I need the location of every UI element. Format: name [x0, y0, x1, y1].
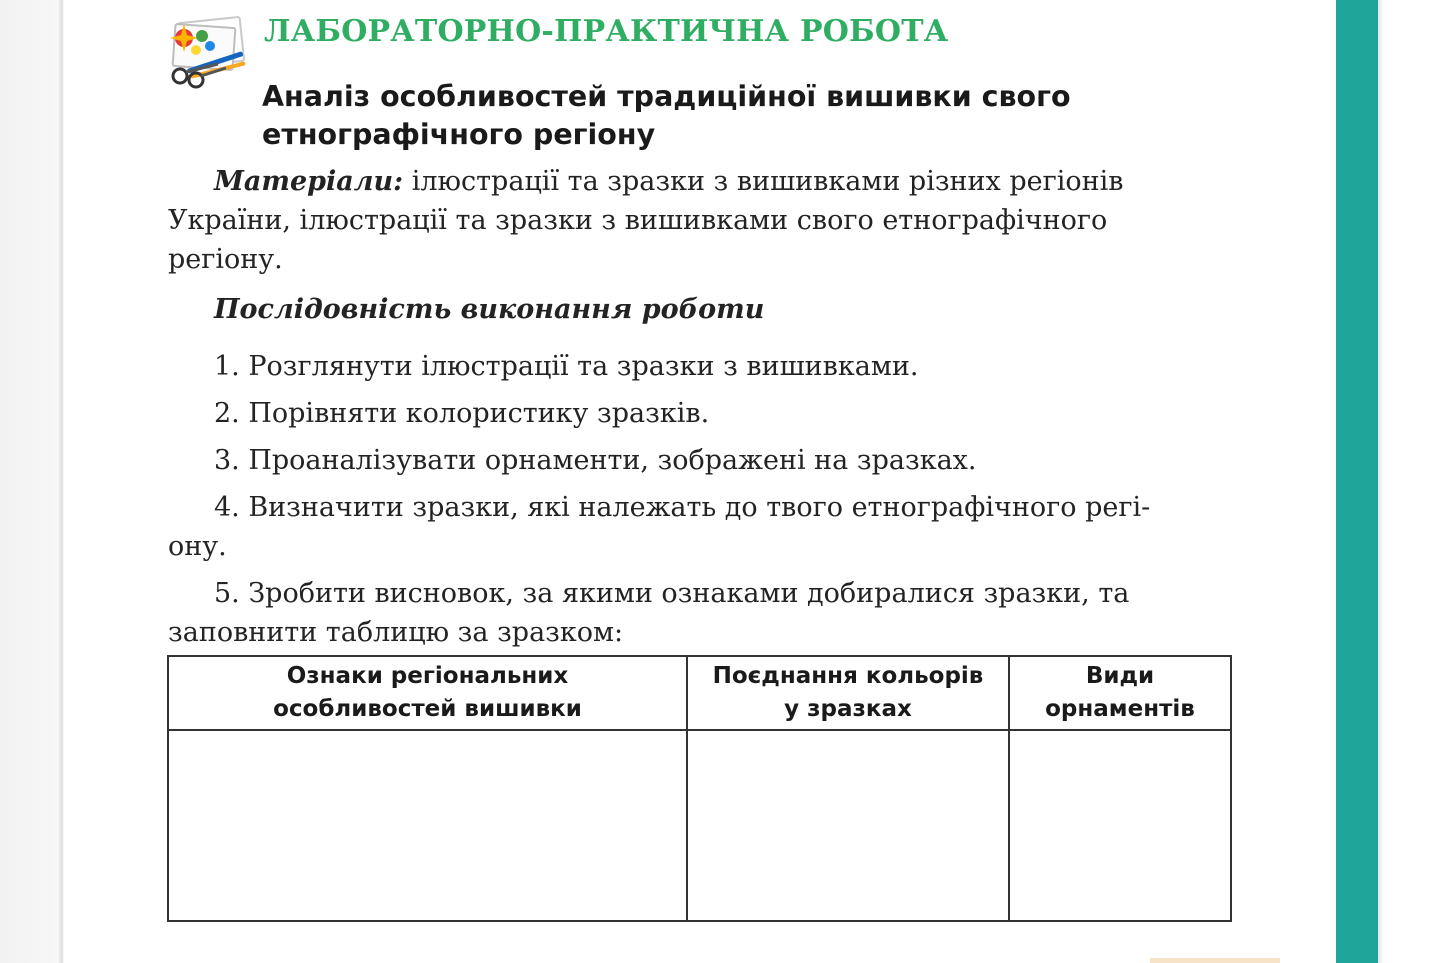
- materials-label: Матеріали:: [214, 166, 404, 197]
- table-row: [168, 730, 1231, 921]
- step-3-line-1: 3. Проаналізувати орнаменти, зображені на зразках.: [214, 445, 977, 476]
- step-4: [168, 488, 1230, 566]
- step-2: [168, 394, 1230, 433]
- materials-paragraph: [168, 162, 1230, 279]
- embroidery-analysis-table: [167, 655, 1230, 920]
- step-5: [168, 574, 1230, 652]
- header-3-line-1: Види: [1085, 663, 1155, 689]
- table-cell-regional-features[interactable]: [168, 730, 687, 921]
- subtitle-line-2: етнографічного регіону: [262, 118, 656, 151]
- step-5-line-2: заповнити таблицю за зразком:: [168, 617, 624, 648]
- work-subtitle: [262, 78, 1242, 154]
- step-4-line-1: 4. Визначити зразки, які належать до твого етнографічного регі-: [214, 492, 1151, 523]
- header-1-line-1: Ознаки регіональних: [286, 663, 569, 689]
- header-2-line-1: Поєднання кольорів: [712, 663, 984, 689]
- header-regional-features: [168, 656, 687, 730]
- header-color-combination: [687, 656, 1009, 730]
- materials-line-3: регіону.: [168, 244, 283, 275]
- header-1-line-2: особливостей вишивки: [273, 696, 582, 722]
- analysis-table: [167, 655, 1232, 922]
- table-cell-color-combination[interactable]: [687, 730, 1009, 921]
- materials-line-2: України, ілюстрації та зразки з вишивками свого етнографічного: [168, 205, 1108, 236]
- header-3-line-2: орнаментів: [1045, 696, 1195, 722]
- subtitle-line-1: Аналіз особливостей традиційної вишивки свого: [262, 80, 1071, 113]
- drawing-tools-icon: [166, 16, 250, 92]
- teal-side-strip: [1336, 0, 1378, 963]
- lab-work-title: ЛАБОРАТОРНО-ПРАКТИЧНА РОБОТА: [264, 14, 949, 49]
- step-3: [168, 441, 1230, 480]
- table-cell-ornament-types[interactable]: [1009, 730, 1231, 921]
- materials-line-1: [168, 162, 1230, 201]
- sequence-heading: Послідовність виконання роботи: [214, 294, 765, 325]
- step-4-line-2: ону.: [168, 531, 227, 562]
- step-2-line-1: 2. Порівняти колористику зразків.: [214, 398, 710, 429]
- page-right-margin: [1378, 0, 1440, 963]
- step-5-line-1: 5. Зробити висновок, за якими ознаками добиралися зразки, та: [214, 578, 1130, 609]
- step-1: [168, 347, 1230, 386]
- materials-text-1: ілюстрації та зразки з вишивками різних регіонів: [403, 166, 1124, 197]
- header-2-line-2: у зразках: [784, 696, 912, 722]
- bottom-edge-tint: [1150, 958, 1280, 963]
- header-ornament-types: [1009, 656, 1231, 730]
- table-header-row: [168, 656, 1231, 730]
- page-left-shadow: [0, 0, 64, 963]
- step-1-line-1: 1. Розглянути ілюстрації та зразки з вишивками.: [214, 351, 919, 382]
